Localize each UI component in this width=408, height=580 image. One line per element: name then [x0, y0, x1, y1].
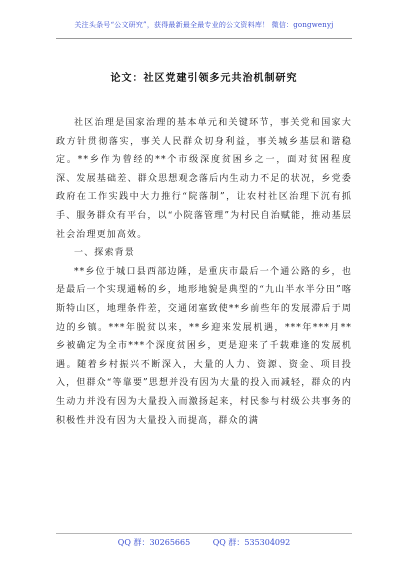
header-divider [56, 38, 352, 39]
footer-qq-group-1: QQ 群：30265665 [117, 538, 191, 547]
footer-qq-group-2: QQ 群：535304092 [212, 538, 291, 547]
section-heading: 一、探索背景 [74, 248, 135, 259]
document-body [56, 114, 352, 430]
document-title: 论文：社区党建引领多元共治机制研究 [110, 73, 298, 84]
footer-divider [56, 533, 352, 534]
section-paragraph: **乡位于城口县西部边陲，是重庆市最后一个通公路的乡，也是最后一个实现通畅的乡，地形地貌是典型的“九山半水半分田”喀斯特山区，地理条件差，交通闭塞致使**乡前些年的发展滞后于周边的乡镇。***年脱贫以来，**乡迎来发展机遇，***年***月**乡被确定为全市***个深度贫困乡，更是迎来了千载难逢的发展机遇。随着乡村振兴不断深入，大量的人力、资源、资金、项目投入，但群众“等靠要”思想并没有因为大量的投入而减轻，群众的内生动力并没有因为大量投入而激扬起来，村民参与村级公共事务的积极性并没有因为大量投入而提高，群众的满 [56, 266, 352, 426]
header-promo-note: 关注头条号“公文研究”，获得最新最全最专业的公文资料库！ 微信：gongwenyj [74, 21, 334, 29]
intro-paragraph: 社区治理是国家治理的基本单元和关键环节，事关党和国家大政方针贯彻落实，事关人民群众切身利益，事关城乡基层和谐稳定。**乡作为曾经的**个市级深度贫困乡之一，面对贫困程度深、发展基础差、群众思想观念落后内生动力不足的状况，乡党委政府在工作实践中大力推行“院落制”，让农村社区治理下沉有抓手、服务群众有平台，以“小院落管理”为村民自治赋能，推动基层社会治理更加高效。 [56, 118, 352, 240]
footer-contact [0, 537, 408, 548]
